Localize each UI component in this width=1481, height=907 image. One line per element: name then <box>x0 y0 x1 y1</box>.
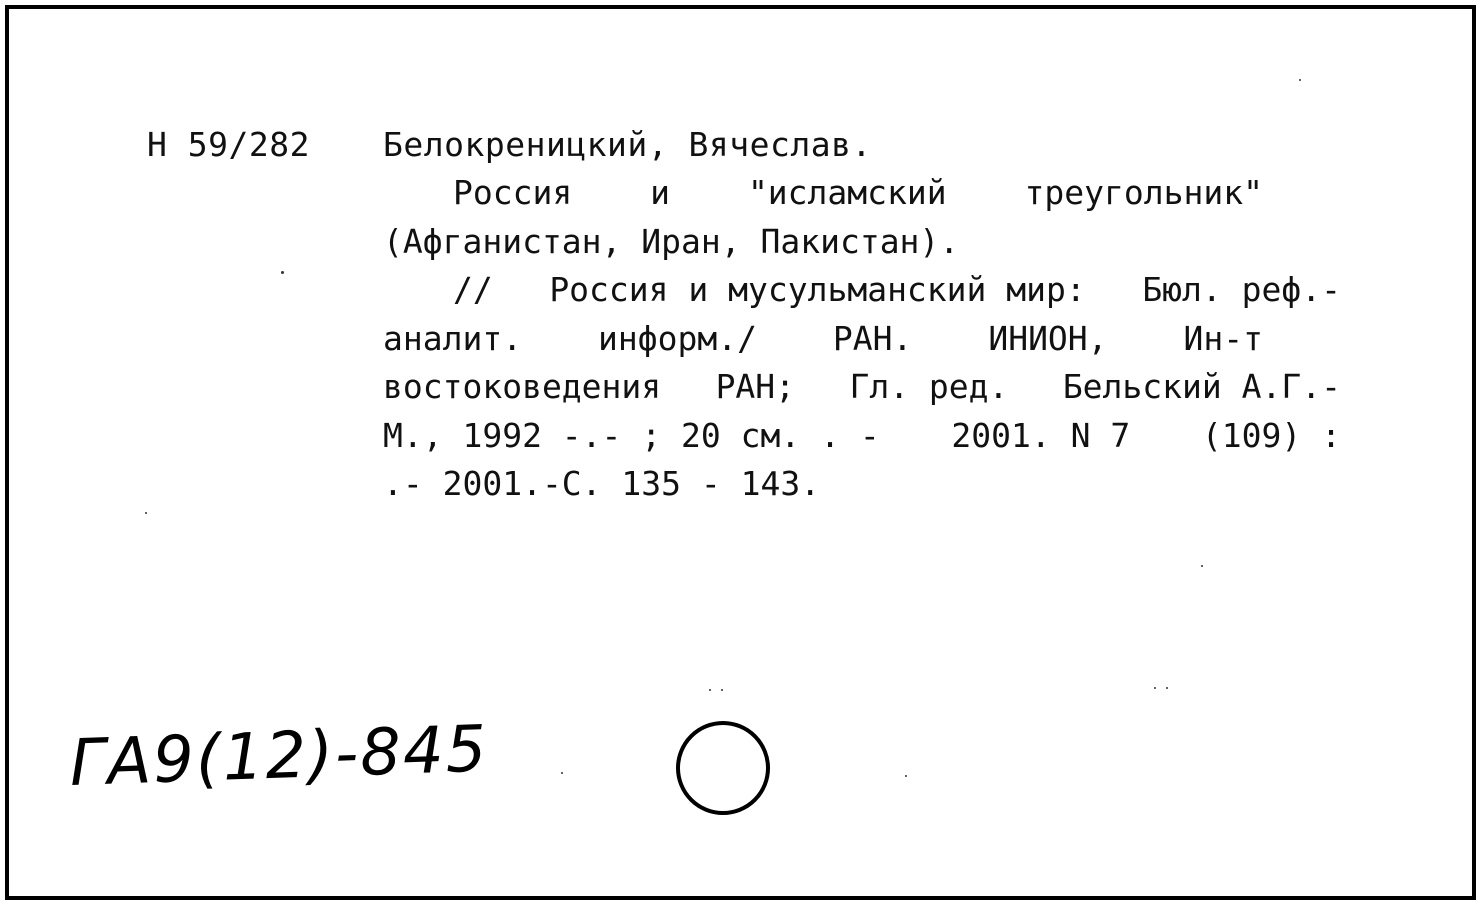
source-segment: аналит. <box>383 318 523 358</box>
catalog-card <box>5 5 1476 900</box>
source-segment: М., 1992 -.- ; 20 см. . - <box>383 415 880 455</box>
title-line <box>383 169 1263 218</box>
scan-speck <box>281 271 284 274</box>
source-segment: Ин-т <box>1183 318 1263 358</box>
source-line <box>383 266 1341 315</box>
source-line <box>383 412 1341 461</box>
source-line <box>383 363 1341 412</box>
scan-speck <box>905 775 907 777</box>
source-segment: востоковедения <box>383 367 662 406</box>
author-heading: Белокреницкий, Вячеслав. <box>383 125 872 164</box>
title-word: Россия <box>453 173 573 212</box>
source-segment: // <box>453 270 493 309</box>
title-word: треугольник" <box>1024 173 1263 212</box>
source-segment: Бельский А.Г.- <box>1062 367 1341 406</box>
scan-speck <box>1299 79 1301 81</box>
handwritten-classification-code: ГА9(12)-845 <box>68 712 490 801</box>
source-segment: РАН; <box>715 367 796 406</box>
source-segment: информ./ <box>598 318 757 358</box>
title-word: "исламский <box>747 173 947 212</box>
source-segment: (109) : <box>1201 415 1341 455</box>
source-segment: РАН. <box>832 318 913 358</box>
shelfmark: Н 59/282 <box>147 125 310 164</box>
source-segment: Бюл. реф.- <box>1142 270 1341 309</box>
source-segment: 2001. N 7 <box>951 415 1131 455</box>
pagination-line: .- 2001.-С. 135 - 143. <box>383 464 821 503</box>
scan-speck <box>145 512 147 514</box>
punch-hole-circle-icon <box>673 716 773 816</box>
source-segment: ИНИОН, <box>988 318 1108 358</box>
scan-speck <box>709 689 711 691</box>
scan-speck <box>561 772 563 774</box>
scan-speck <box>1166 687 1168 689</box>
title-subtitle: (Афганистан, Иран, Пакистан). <box>383 221 960 261</box>
source-segment: Россия и мусульманский мир: <box>549 270 1086 309</box>
title-word: и <box>650 173 671 212</box>
source-line <box>383 315 1263 364</box>
scan-speck <box>721 689 723 691</box>
bibliographic-description <box>383 169 1341 509</box>
scan-speck <box>1201 565 1203 567</box>
scan-speck <box>1154 687 1156 689</box>
source-segment: Гл. ред. <box>849 367 1009 406</box>
